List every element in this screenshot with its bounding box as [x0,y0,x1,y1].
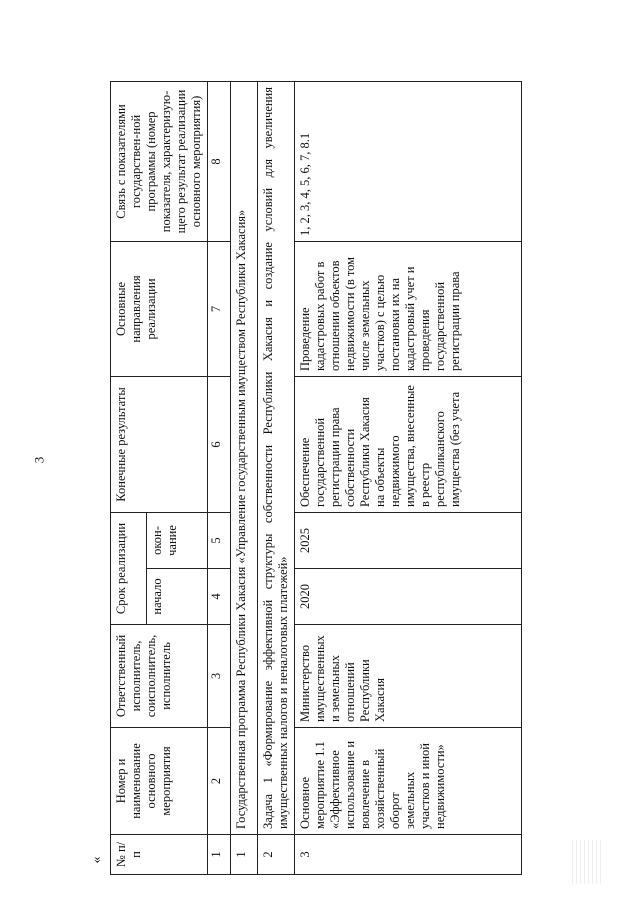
table-row [258,81,295,874]
program-title: Государственная программа Республики Хакасия «Управление государственным имуществом Республики Хакасия» [231,81,258,834]
header-executor: Ответственный исполнитель, соисполнитель, исполнитель [111,625,208,728]
column-number: 2 [208,728,231,835]
header-period: Срок реализации [111,512,147,624]
start-year-cell: 2020 [295,569,522,625]
header-row [111,81,147,874]
executor-cell: Министерство имущественных и земельных отношений Республики Хакасия [295,625,522,728]
header-num: № п/п [111,835,208,875]
measure-cell: Основное мероприятие 1.1 «Эффективное использование и вовлечение в хозяйственный оборот земельных участков и иной недвижимости» [295,728,522,835]
header-directions: Основные направления реализации [111,241,208,376]
column-number: 3 [208,625,231,728]
row-number: 2 [258,835,295,875]
indicators-cell: 1, 2, 3, 4, 5, 6, 7, 8.1 [295,81,522,241]
end-year-cell: 2025 [295,512,522,568]
column-number-row [208,81,231,874]
table-row [231,81,258,874]
program-table [110,81,522,875]
results-cell: Обеспечение государственной регистрации права собственности Республики Хакасия на объекты недвижимого имущества, внесенные в реестр республиканского имущества (без учета [295,376,522,512]
header-start: начало [147,569,208,625]
row-number: 3 [295,835,522,875]
task-title: Задача 1 «Формирование эффективной структуры собственности Республики Хакасия и создание условий для увеличения имущественных налогов и неналоговых платежей» [258,81,295,834]
header-end: окон-чание [147,512,208,568]
header-indicators: Связь с показателями государствен-ной программы (номер показателя, характеризую-щего результат реализации основного мероприятия) [111,81,208,241]
header-measure: Номер и наименование основного мероприятия [111,728,208,835]
rotated-table-container [110,75,625,875]
column-number: 7 [208,241,231,376]
column-number: 6 [208,376,231,512]
column-number: 5 [208,512,231,568]
column-number: 1 [208,835,231,875]
column-number: 4 [208,569,231,625]
page-number: 3 [31,456,47,464]
directions-cell: Проведение кадастровых работ в отношении объектов недвижимости (в том числе земельных участков) с целью постановки их на кадастровый учет и проведения государственной регистрации права [295,241,522,376]
table-row [295,81,522,874]
row-number: 1 [231,835,258,875]
opening-quote-mark: « [89,856,105,864]
column-number: 8 [208,81,231,241]
header-results: Конечные результаты [111,376,208,512]
scan-artifact [572,840,602,884]
